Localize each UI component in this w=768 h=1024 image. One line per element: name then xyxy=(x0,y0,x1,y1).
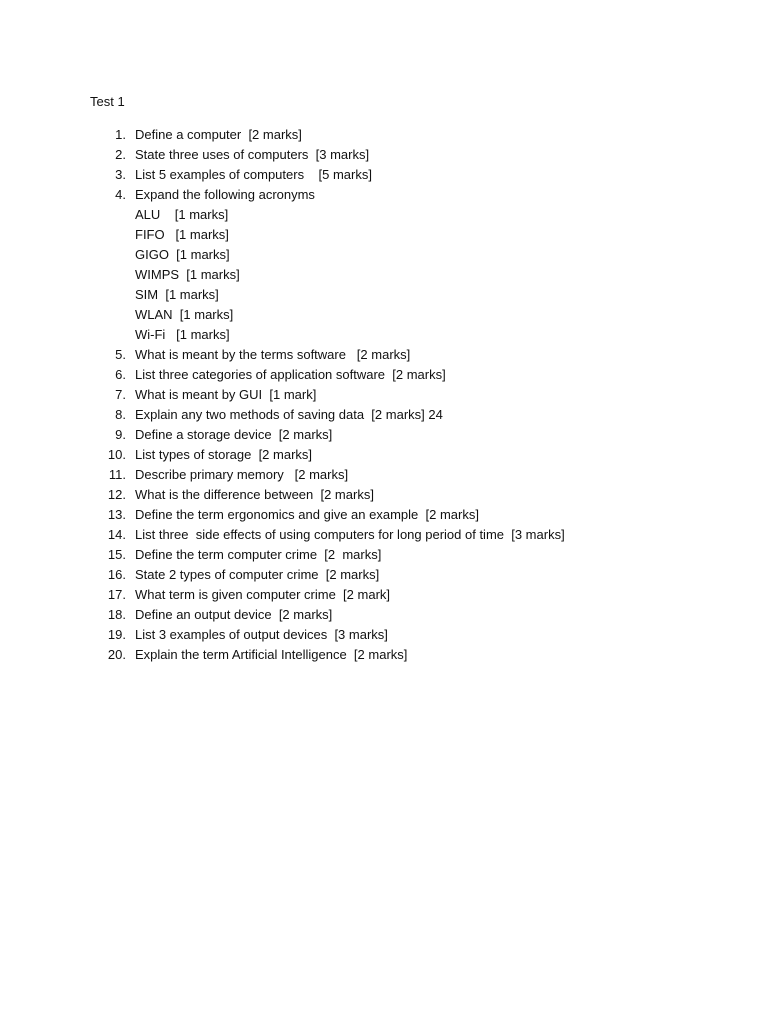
question-text: List 5 examples of computers [5 marks] xyxy=(135,167,372,182)
question-text: What term is given computer crime [2 mark] xyxy=(135,587,391,602)
question-text: State 2 types of computer crime [2 marks] xyxy=(135,567,380,582)
question-text: What is meant by the terms software [2 marks] xyxy=(135,347,411,362)
question-number: 1. xyxy=(115,127,126,142)
question-text: List three categories of application software [2 marks] xyxy=(135,367,446,382)
question-text: What is the difference between [2 marks] xyxy=(135,487,374,502)
acronym-text: GIGO [1 marks] xyxy=(135,247,230,262)
question-text: Define an output device [2 marks] xyxy=(135,607,333,622)
question-text: Define a computer [2 marks] xyxy=(135,127,302,142)
question-text: Expand the following acronyms xyxy=(135,187,315,202)
question-number: 18. xyxy=(107,607,126,622)
acronym-text: WLAN [1 marks] xyxy=(135,307,234,322)
question-number: 13. xyxy=(107,507,126,522)
question-number: 17. xyxy=(107,587,126,602)
acronym-text: ALU [1 marks] xyxy=(135,207,229,222)
question-number: 8. xyxy=(115,407,126,422)
question-number: 11. xyxy=(108,467,126,482)
question-number: 14. xyxy=(107,527,126,542)
question-text: Define the term ergonomics and give an example [2 marks] xyxy=(135,507,479,522)
question-text: List three side effects of using computers for long period of time [3 marks] xyxy=(135,527,565,542)
question-number: 12. xyxy=(107,487,126,502)
question-text: Explain any two methods of saving data [2 marks] 24 xyxy=(135,407,443,422)
question-number: 19. xyxy=(107,627,126,642)
question-number: 5. xyxy=(115,347,126,362)
acronym-text: FIFO [1 marks] xyxy=(135,227,229,242)
question-text: List types of storage [2 marks] xyxy=(135,447,313,462)
question-text: What is meant by GUI [1 mark] xyxy=(135,387,317,402)
question-text: Explain the term Artificial Intelligence [2 marks] xyxy=(135,647,408,662)
question-number: 2. xyxy=(115,147,126,162)
question-number: 4. xyxy=(115,187,126,202)
question-number: 6. xyxy=(115,367,126,382)
question-text: Define the term computer crime [2 marks] xyxy=(135,547,382,562)
acronym-text: WIMPS [1 marks] xyxy=(135,267,240,282)
acronym-text: Wi-Fi [1 marks] xyxy=(135,327,230,342)
question-number: 3. xyxy=(115,167,126,182)
question-number: 7. xyxy=(115,387,126,402)
question-number: 20. xyxy=(107,647,126,662)
acronym-text: SIM [1 marks] xyxy=(135,287,219,302)
question-number: 16. xyxy=(107,567,126,582)
question-text: Define a storage device [2 marks] xyxy=(135,427,333,442)
document-title: Test 1 xyxy=(90,94,125,109)
question-number: 15. xyxy=(107,547,126,562)
question-text: Describe primary memory [2 marks] xyxy=(135,467,349,482)
question-text: List 3 examples of output devices [3 marks] xyxy=(135,627,388,642)
question-text: State three uses of computers [3 marks] xyxy=(135,147,370,162)
question-number: 10. xyxy=(107,447,126,462)
question-number: 9. xyxy=(115,427,126,442)
